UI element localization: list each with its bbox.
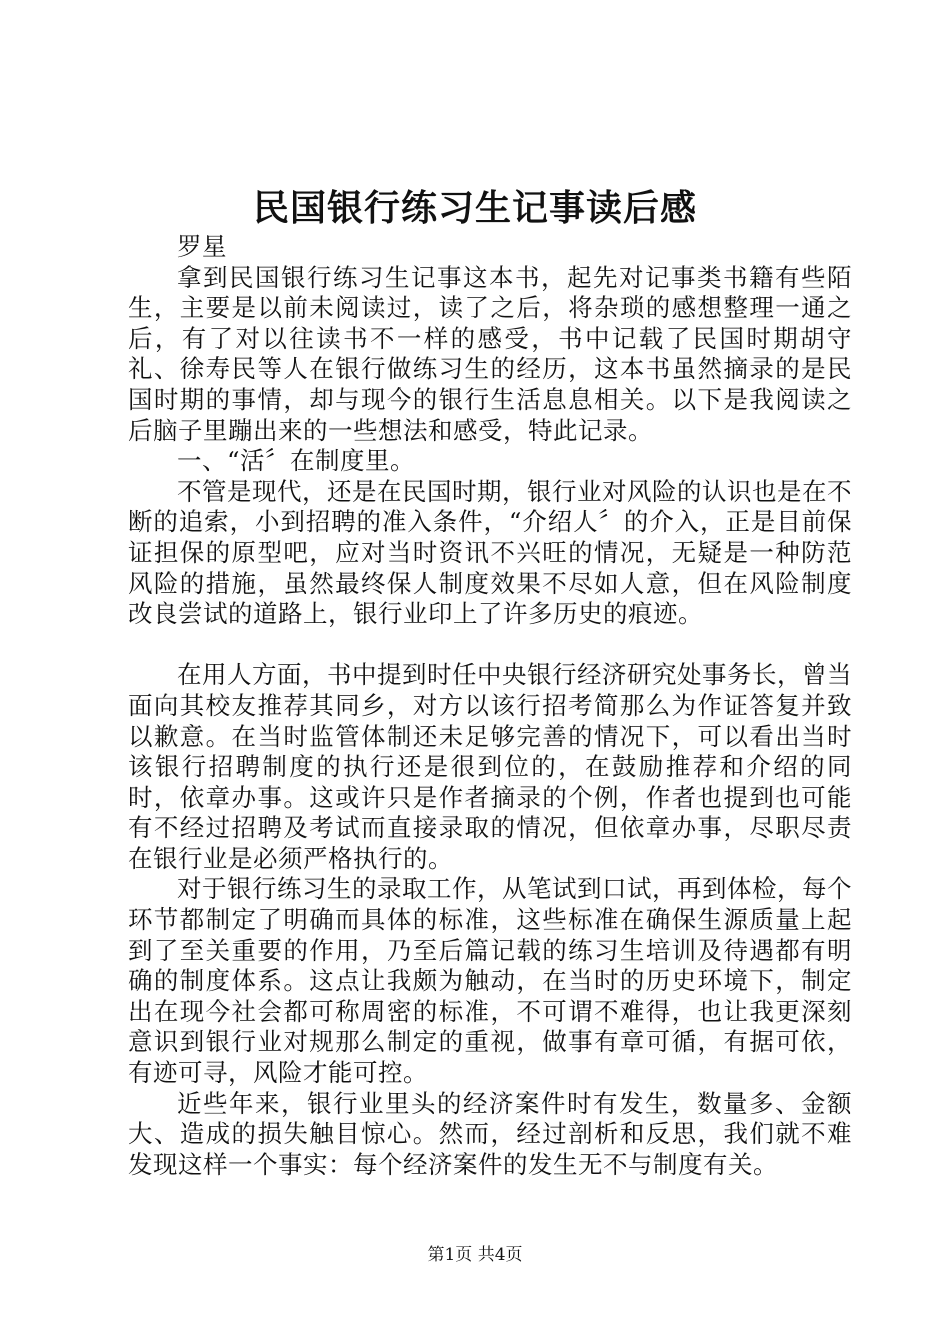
section-heading: 一、“活〞在制度里。 [177,446,416,476]
paragraph: 近些年来，银行业里头的经济案件时有发生，数量多、金额大、造成的损失触目惊心。然而，经过剖析和反思，我们就不难发现这样一个事实：每个经济案件的发生无不与制度有关。 [128,1088,852,1179]
document-body [128,232,852,1180]
paragraph: 不管是现代，还是在民国时期，银行业对风险的认识也是在不断的追索，小到招聘的准入条件，“介绍人〞的介入，正是目前保证担保的原型吧，应对当时资讯不兴旺的情况，无疑是一种防范风险的措施，虽然最终保人制度效果不尽如人意，但在风险制度改良尝试的道路上，银行业印上了许多历史的痕迹。 [128,476,852,629]
blank-line [128,630,852,661]
author-line: 罗星 [177,232,227,261]
document-title: 民国银行练习生记事读后感 [252,187,697,229]
page-footer: 第1页 共4页 [427,1245,523,1265]
paragraph: 拿到民国银行练习生记事这本书，起先对记事类书籍有些陌生，主要是以前未阅读过，读了之后，将杂琐的感想整理一通之后，有了对以往读书不一样的感受，书中记载了民国时期胡守礼、徐寿民等人在银行做练习生的经历，这本书虽然摘录的是民国时期的事情，却与现今的银行生活息息相关。以下是我阅读之后脑子里蹦出来的一些想法和感受，特此记录。 [128,262,852,445]
paragraph: 对于银行练习生的录取工作，从笔试到口试，再到体检，每个环节都制定了明确而具体的标准，这些标准在确保生源质量上起到了至关重要的作用，乃至后篇记载的练习生培训及待遇都有明确的制度体系。这点让我颇为触动，在当时的历史环境下，制定出在现今社会都可称周密的标准，不可谓不难得，也让我更深刻意识到银行业对规那么制定的重视，做事有章可循，有据可依，有迹可寻，风险才能可控。 [128,874,852,1088]
paragraph: 在用人方面，书中提到时任中央银行经济研究处事务长，曾当面向其校友推荐其同乡，对方以该行招考简那么为作证答复并致以歉意。在当时监管体制还未足够完善的情况下，可以看出当时该银行招聘制度的执行还是很到位的，在鼓励推荐和介绍的同时，依章办事。这或许只是作者摘录的个例，作者也提到也可能有不经过招聘及考试而直接录取的情况，但依章办事，尽职尽责在银行业是必须严格执行的。 [128,660,852,873]
